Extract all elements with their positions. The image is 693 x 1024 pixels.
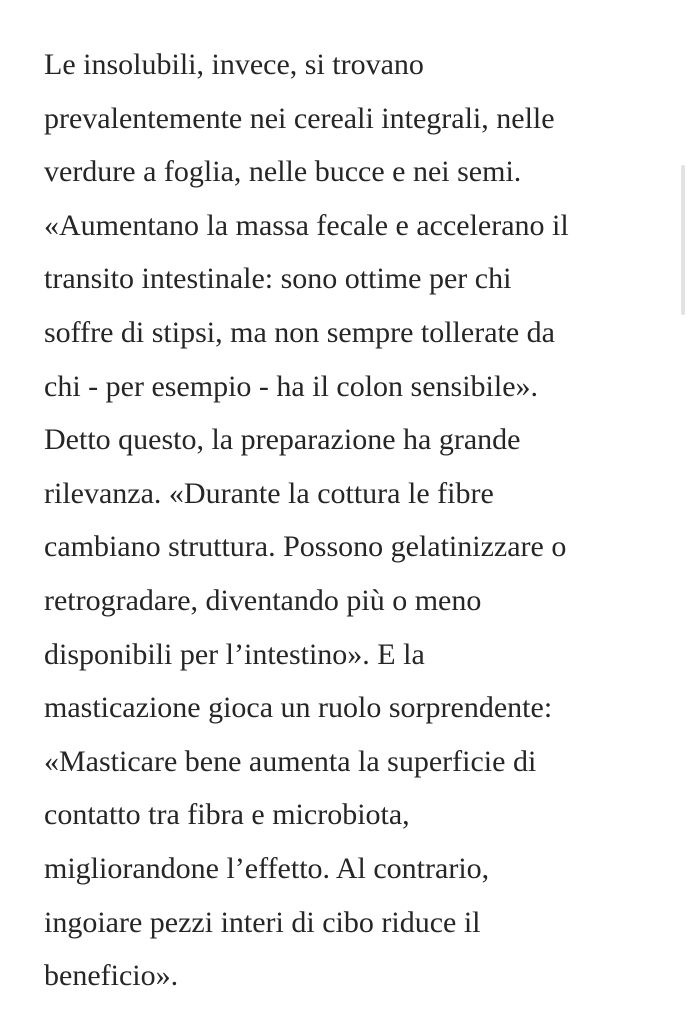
paragraph-line: Le insolubili, invece, si trovano [44, 48, 424, 81]
paragraph-line: chi - per esempio - ha il colon sensibile». [44, 369, 539, 403]
paragraph-line: contatto tra fibra e microbiota, [44, 798, 410, 832]
paragraph-line: Detto questo, la preparazione ha grande [44, 423, 521, 457]
paragraph-line: «Aumentano la massa fecale e accelerano il [44, 208, 569, 242]
paragraph-line: migliorandone l’effetto. Al contrario, [44, 851, 490, 885]
paragraph-line: retrogradare, diventando più o meno [44, 583, 482, 617]
paragraph-line: masticazione gioca un ruolo sorprendente: [44, 691, 553, 725]
article-paragraph [44, 38, 664, 1003]
paragraph-line: disponibili per l’intestino». E la [44, 637, 425, 671]
paragraph-line: «Masticare bene aumenta la superficie di [44, 744, 537, 778]
paragraph-line: verdure a foglia, nelle bucce e nei semi. [44, 155, 522, 189]
paragraph-line: transito intestinale: sono ottime per chi [44, 262, 512, 296]
paragraph-line: beneficio». [44, 959, 179, 993]
paragraph-line: soffre di stipsi, ma non sempre tollerate da [44, 315, 555, 349]
paragraph-line: rilevanza. «Durante la cottura le fibre [44, 476, 494, 510]
paragraph-line: cambiano struttura. Possono gelatinizzare o [44, 530, 567, 564]
scrollbar-thumb[interactable] [681, 165, 685, 315]
paragraph-line: ingoiare pezzi interi di cibo riduce il [44, 905, 481, 939]
paragraph-line: prevalentemente nei cereali integrali, nelle [44, 101, 555, 135]
